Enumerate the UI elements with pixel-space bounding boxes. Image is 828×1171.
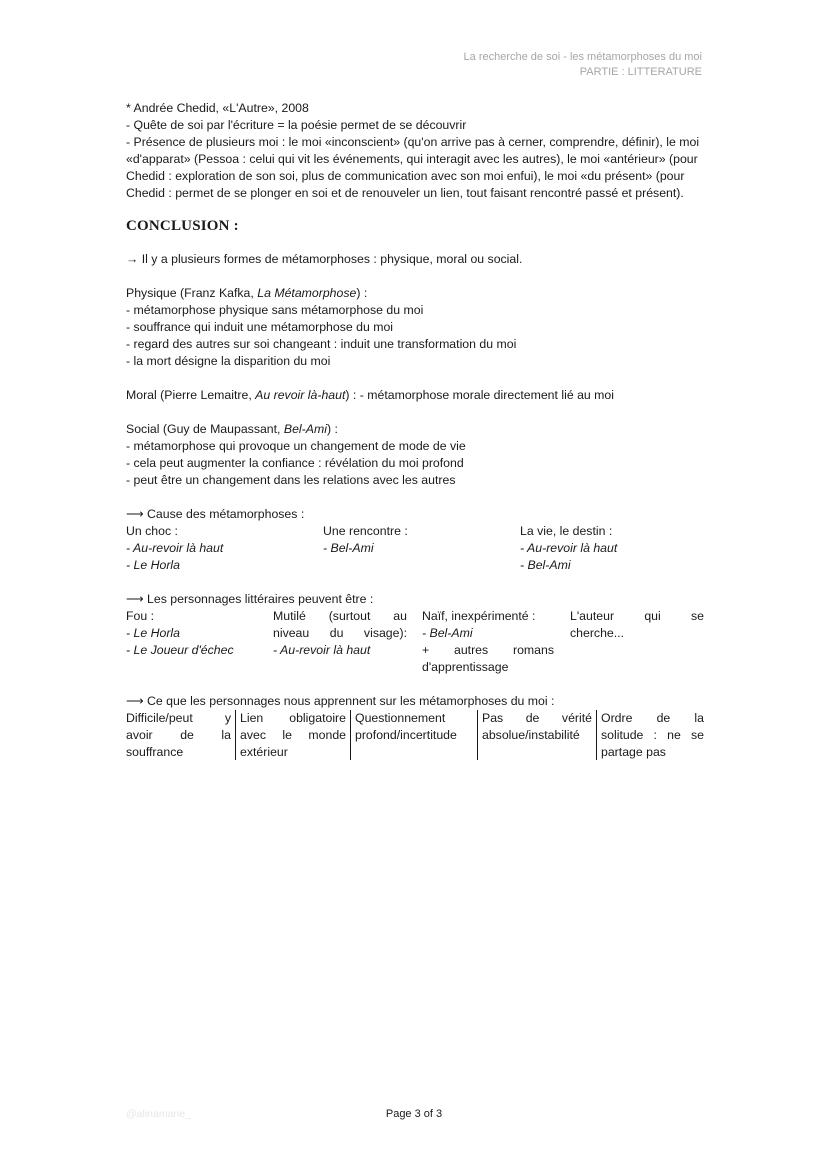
cause-item: - Bel-Ami xyxy=(520,558,571,572)
character-label: L'auteur qui se cherche... xyxy=(570,609,704,640)
header-subtitle: PARTIE : LITTERATURE xyxy=(579,66,702,78)
intro-paragraph: - Présence de plusieurs moi : le moi «inconscient» (qu'on arrive pas à cerner, comprendre, définir), le moi «d'apparat» (Pessoa : celui qui vit les événements, qui interagit avec les autres), le moi «antérieur» (pour Chedid : exploration de son soi, plus de communication avec son moi enfui), le moi «du présent» (pour Chedid : permet de se plonger en soi et de renouveler un lien, tout faisant rencontré passé et présent). xyxy=(126,135,700,200)
moral-work: Au revoir là-haut xyxy=(255,388,346,402)
cause-item: - Au-revoir là haut xyxy=(126,541,224,555)
list-item: - métamorphose qui provoque un changement de mode de vie xyxy=(126,439,466,453)
list-item: - regard des autres sur soi changeant : induit une transformation du moi xyxy=(126,337,517,351)
character-column xyxy=(422,608,554,676)
characters-grid xyxy=(126,608,704,676)
cause-item: - Bel-Ami xyxy=(323,541,374,555)
list-item: - la mort désigne la disparition du moi xyxy=(126,354,331,368)
physique-work: La Métamorphose xyxy=(257,286,357,300)
character-column xyxy=(570,608,704,642)
character-column xyxy=(273,608,407,659)
conclusion-summary: → Il y a plusieurs formes de métamorphoses : physique, moral ou social. xyxy=(126,252,523,266)
cause-item: - Au-revoir là haut xyxy=(520,541,618,555)
page-number: Page 3 of 3 xyxy=(385,1108,443,1120)
intro-line: - Quête de soi par l'écriture = la poésie permet de se découvrir xyxy=(126,118,467,132)
character-item: - Au-revoir là haut xyxy=(273,643,371,657)
physique-label: Physique (Franz Kafka, La Métamorphose) : xyxy=(126,286,368,300)
characters-title: ⟶ Les personnages littéraires peuvent être : xyxy=(126,592,374,606)
causes-title: ⟶ Cause des métamorphoses : xyxy=(126,507,305,521)
cause-label: Une rencontre : xyxy=(323,524,408,538)
character-extra: + autres romans d'apprentissage xyxy=(422,643,554,674)
causes-grid xyxy=(126,523,704,574)
character-label: Mutilé (surtout au niveau du visage): xyxy=(273,609,407,640)
list-item: - métamorphose physique sans métamorphose du moi xyxy=(126,303,424,317)
list-item: - peut être un changement dans les relations avec les autres xyxy=(126,473,456,487)
intro-line: * Andrée Chedid, «L'Autre», 2008 xyxy=(126,101,309,115)
character-item: - Le Horla xyxy=(126,626,180,640)
lesson-cell: Questionnement profond/incertitude xyxy=(350,710,477,760)
moral-label: Moral (Pierre Lemaitre, Au revoir là-haut) : - métamorphose morale directement lié au moi xyxy=(126,388,614,402)
cause-column xyxy=(126,523,316,574)
watermark: @alinamarie_ xyxy=(126,1108,191,1120)
cause-label: La vie, le destin : xyxy=(520,524,613,538)
page-header xyxy=(464,50,702,80)
character-label: Naïf, inexpérimenté : xyxy=(422,609,536,623)
character-label: Fou : xyxy=(126,609,155,623)
character-item: - Bel-Ami xyxy=(422,626,473,640)
lesson-cell: Difficile/peut y avoir de la souffrance xyxy=(126,711,231,759)
cause-item: - Le Horla xyxy=(126,558,180,572)
lesson-cell: Ordre de la solitude : ne se partage pas xyxy=(596,710,708,760)
conclusion-heading: CONCLUSION : xyxy=(126,218,239,234)
lessons-title: ⟶ Ce que les personnages nous apprennent sur les métamorphoses du moi : xyxy=(126,694,555,708)
lessons-table xyxy=(126,710,704,762)
page-content xyxy=(126,100,704,762)
cause-column xyxy=(323,523,513,557)
list-item: - cela peut augmenter la confiance : révélation du moi profond xyxy=(126,456,464,470)
lesson-cell: Lien obligatoire avec le monde extérieur xyxy=(235,710,350,760)
social-work: Bel-Ami xyxy=(283,422,327,436)
list-item: - souffrance qui induit une métamorphose du moi xyxy=(126,320,394,334)
social-label: Social (Guy de Maupassant, Bel-Ami) : xyxy=(126,422,338,436)
cause-label: Un choc : xyxy=(126,524,178,538)
cause-column xyxy=(520,523,704,574)
character-item: - Le Joueur d'échec xyxy=(126,643,234,657)
character-column xyxy=(126,608,266,659)
header-title: La recherche de soi - les métamorphoses du moi xyxy=(463,51,702,63)
lesson-cell: Pas de vérité absolue/instabilité xyxy=(477,710,596,760)
